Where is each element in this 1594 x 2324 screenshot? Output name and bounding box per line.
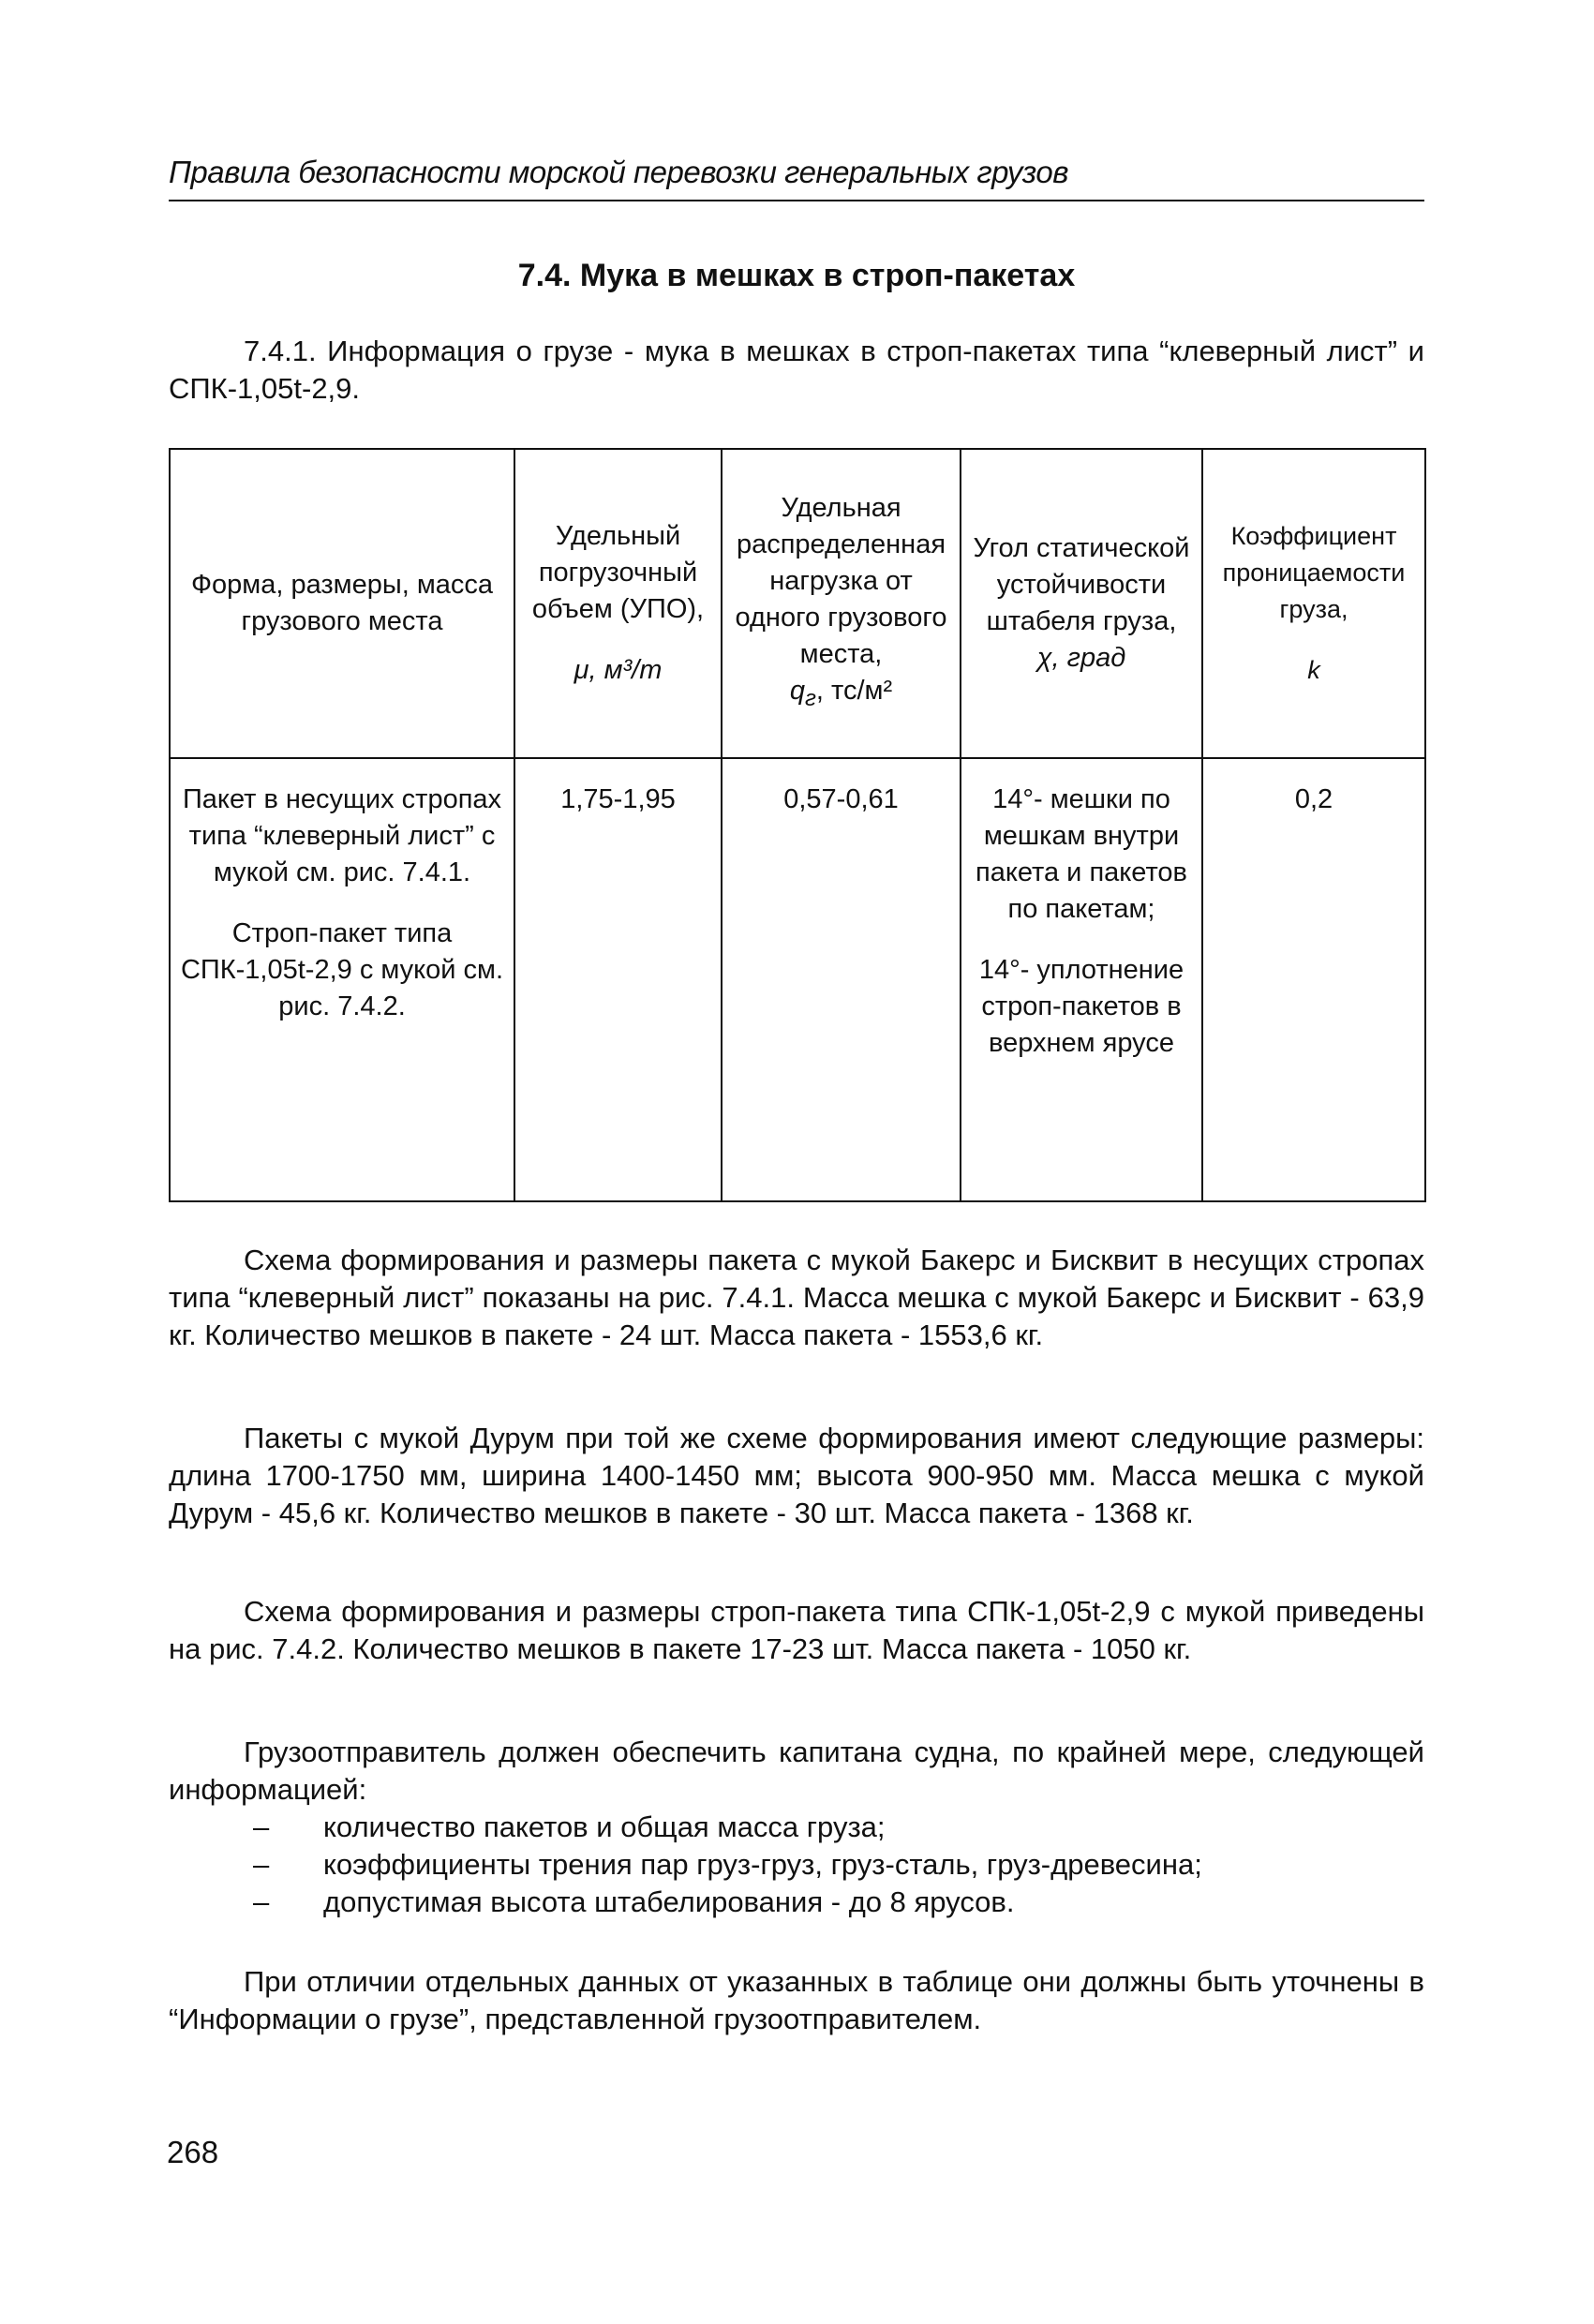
header-form-label: Форма, размеры, масса грузового места <box>190 570 494 636</box>
list-dash: – <box>253 1848 270 1881</box>
paragraph-4-block <box>169 1734 1424 1921</box>
header-angle <box>961 449 1202 758</box>
cell-angle-1: 14°- мешки по мешкам внутри пакета и пакетов по пакетам; <box>976 784 1187 924</box>
list-item <box>169 1884 1424 1921</box>
header-load-symbol: q <box>789 676 805 707</box>
header-load-label: Удельная распределенная нагрузка от одного грузового места, <box>735 493 947 670</box>
cell-coefficient: 0,2 <box>1202 758 1425 1201</box>
header-form <box>170 449 514 758</box>
header-angle-label: Угол статической устойчивости штабеля груза, <box>973 533 1190 636</box>
header-coefficient-symbol: k <box>1307 656 1320 684</box>
header-upo-symbol: μ, м³/т <box>574 655 663 685</box>
list-item-text: количество пакетов и общая масса груза; <box>323 1810 886 1843</box>
list-item-text: коэффициенты трения пар груз-груз, груз-сталь, груз-древесина; <box>323 1848 1202 1881</box>
cell-form <box>170 758 514 1201</box>
cell-upo: 1,75-1,95 <box>514 758 722 1201</box>
header-load <box>722 449 961 758</box>
running-header: Правила безопасности морской перевозки генеральных грузов <box>169 155 1424 201</box>
header-load-unit: , тс/м² <box>815 676 893 707</box>
list-dash: – <box>253 1810 270 1843</box>
header-load-symbol-sub: г <box>804 685 816 711</box>
paragraph-1-block <box>169 1242 1424 1354</box>
header-load-symbol-line <box>726 673 956 717</box>
paragraph-2-block <box>169 1420 1424 1532</box>
table-header-row <box>170 449 1425 758</box>
paragraph-5: При отличии отдельных данных от указанных в таблице они должны быть уточнены в “Информации о грузе”, представленной грузоотправителем. <box>169 1965 1424 2035</box>
paragraph-3-block <box>169 1593 1424 1668</box>
info-list <box>169 1809 1424 1921</box>
header-coefficient-label: Коэффициент проницаемости груза, <box>1222 522 1406 623</box>
paragraph-1: Схема формирования и размеры пакета с мукой Бакерс и Бисквит в несущих стропах типа “клеверный лист” показаны на рис. 7.4.1. Масса мешка с мукой Бакерс и Бисквит - 63,9 кг. Количество мешков в пакете - 24 шт. Масса пакета - 1553,6 кг. <box>169 1244 1424 1351</box>
cell-angle <box>961 758 1202 1201</box>
paragraph-2: Пакеты с мукой Дурум при той же схеме формирования имеют следующие размеры: длина 1700-1750 мм, ширина 1400-1450 мм; высота 900-950 мм. Масса мешка с мукой Дурум - 45,6 кг. Количество мешков в пакете - 30 шт. Масса пакета - 1368 кг. <box>169 1422 1424 1529</box>
cell-form-2: Строп-пакет типа СПК-1,05t-2,9 с мукой см. рис. 7.4.2. <box>180 918 504 1021</box>
paragraph-3: Схема формирования и размеры строп-пакета типа СПК-1,05t-2,9 с мукой приведены на рис. 7.4.2. Количество мешков в пакете 17-23 шт. Масса пакета - 1050 кг. <box>169 1595 1424 1665</box>
header-angle-symbol: χ, град <box>1036 643 1126 673</box>
paragraph-5-block <box>169 1963 1424 2038</box>
cell-form-1: Пакет в несущих стропах типа “клеверный лист” с мукой см. рис. 7.4.1. <box>182 784 502 887</box>
list-dash: – <box>253 1885 270 1918</box>
paragraph-4: Грузоотправитель должен обеспечить капитана судна, по крайней мере, следующей информацией: <box>169 1736 1424 1806</box>
page-number: 268 <box>167 2135 219 2169</box>
list-item <box>169 1809 1424 1846</box>
section-title: 7.4. Мука в мешках в строп-пакетах <box>517 258 1076 293</box>
header-upo-label: Удельный погрузочный объем (УПО), <box>531 521 705 624</box>
cargo-info-table <box>169 448 1426 1202</box>
header-coefficient <box>1202 449 1425 758</box>
table-row <box>170 758 1425 1201</box>
list-item <box>169 1846 1424 1884</box>
header-upo <box>514 449 722 758</box>
cell-angle-2: 14°- уплотнение строп-пакетов в верхнем ярусе <box>978 955 1184 1058</box>
intro-paragraph: 7.4.1. Информация о грузе - мука в мешках в строп-пакетах типа “клеверный лист” и СПК-1,05t-2,9. <box>169 335 1424 405</box>
list-item-text: допустимая высота штабелирования - до 8 ярусов. <box>323 1885 1015 1918</box>
cell-load: 0,57-0,61 <box>722 758 961 1201</box>
